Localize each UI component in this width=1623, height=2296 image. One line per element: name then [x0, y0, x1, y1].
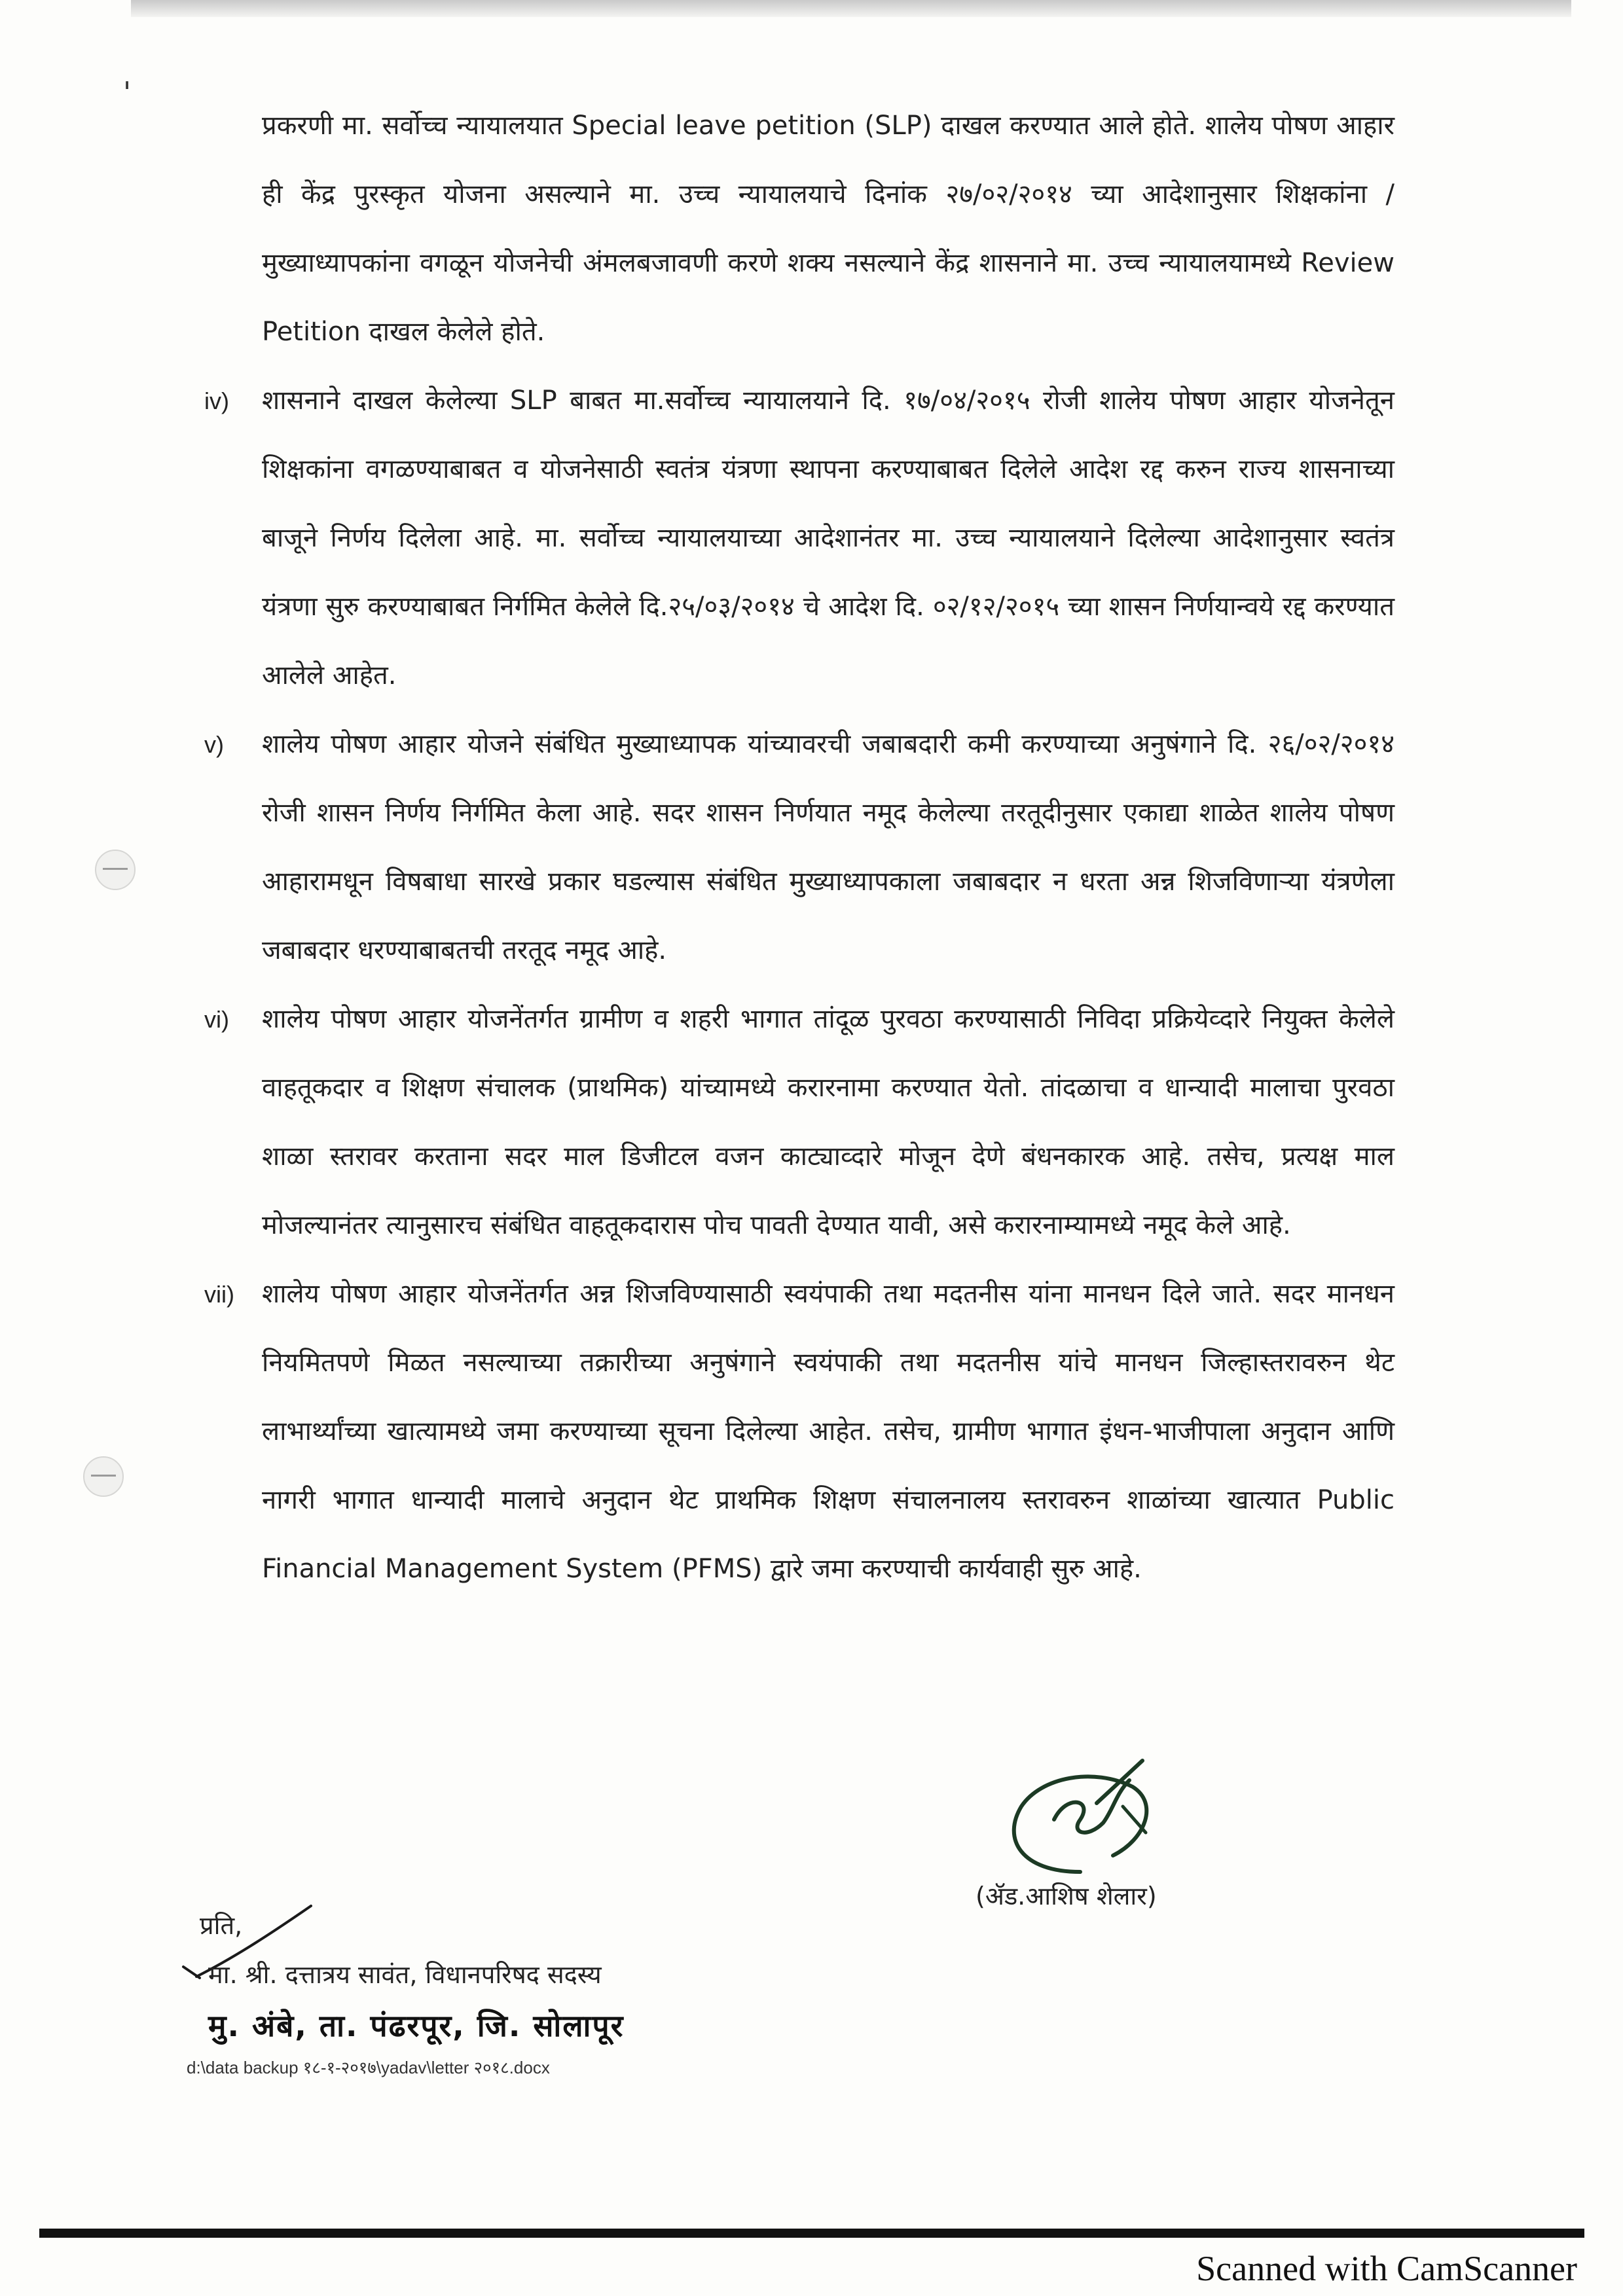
recipient-address: मु. अंबे, ता. पंढरपूर, जि. सोलापूर: [208, 2008, 625, 2043]
scan-top-edge: [131, 0, 1571, 17]
signer-name: (ॲड.आशिष शेलार): [976, 1882, 1157, 1910]
item-text: शालेय पोषण आहार योजने संबंधित मुख्याध्यापक यांच्यावरची जबाबदारी कमी करण्याच्या अनुषंगाने दि. २६/०२/२०१४ रोजी शासन निर्णय निर्गमित केला आहे. सदर शासन निर्णयात नमूद केलेल्या तरतूदीनुसार एकाद्या शाळेत शालेय पोषण आहारामधून विषबाधा सारखे प्रकार घडल्यास संबंधित मुख्याध्यापकाला जबाबदार न धरता अन्न शिजविणाऱ्या यंत्रणेला जबाबदार धरण्याबाबतची तरतूद नमूद आहे.: [262, 729, 1395, 965]
intro-paragraph: प्रकरणी मा. सर्वोच्च न्यायालयात Special leave petition (SLP) दाखल करण्यात आले होते. शालेय पोषण आहार ही केंद्र पुरस्कृत योजना असल्याने मा. उच्च न्यायालयाचे दिनांक २७/०२/२०१४ च्या आदेशानुसार शिक्षकांना / मुख्याध्यापकांना वगळून योजनेची अंमलबजावणी करणे शक्य नसल्याने केंद्र शासनाने मा. उच्च न्यायालयामध्ये Review Petition दाखल केलेले होते.: [262, 111, 1395, 347]
item-marker: vi): [204, 1006, 229, 1033]
scanner-watermark: Scanned with CamScanner: [1196, 2249, 1577, 2288]
item-text: शासनाने दाखल केलेल्या SLP बाबत मा.सर्वोच्च न्यायालयाने दि. १७/०४/२०१५ रोजी शालेय पोषण आहार योजनेतून शिक्षकांना वगळण्याबाबत व योजनेसाठी स्वतंत्र यंत्रणा स्थापना करण्याबाबत दिलेले आदेश रद्द करुन राज्य शासनाच्या बाजूने निर्णय दिलेला आहे. मा. सर्वोच्च न्यायालयाच्या आदेशानंतर मा. उच्च न्यायालयाने दिलेल्या आदेशानुसार स्वतंत्र यंत्रणा सुरु करण्याबाबत निर्गमित केलेले दि.२५/०३/२०१४ चे आदेश दि. ०२/१२/२०१५ च्या शासन निर्णयान्वये रद्द करण्यात आलेले आहेत.: [262, 386, 1395, 691]
item-marker: iv): [204, 387, 229, 414]
item-text: शालेय पोषण आहार योजनेंतर्गत अन्न शिजविण्यासाठी स्वयंपाकी तथा मदतनीस यांना मानधन दिले जाते. सदर मानधन नियमितपणे मिळत नसल्याच्या तक्रारीच्या अनुषंगाने स्वयंपाकी तथा मदतनीस यांचे मानधन जिल्हास्तरावरुन थेट लाभार्थ्यांच्या खात्यामध्ये जमा करण्याच्या सूचना दिलेल्या आहेत. तसेच, ग्रामीण भागात इंधन-भाजीपाला अनुदान आणि नागरी भागात धान्यादी मालाचे अनुदान थेट प्राथमिक शिक्षण संचालनालय स्तरावरुन शाळांच्या खात्यात Public Financial Management System (PFMS) द्वारे जमा करण्याची कार्यवाही सुरु आहे.: [262, 1279, 1395, 1584]
file-path: d:\data backup १८-१-२०१७\yadav\letter २०१८.docx: [187, 2058, 550, 2077]
signature-icon: [982, 1741, 1178, 1892]
punch-hole-icon: [95, 850, 136, 890]
letter-body: [204, 92, 1395, 1604]
list-item-vi: [204, 985, 1395, 1260]
list-item-v: [204, 710, 1395, 985]
list-item-vii: [204, 1260, 1395, 1604]
item-text: शालेय पोषण आहार योजनेंतर्गत ग्रामीण व शहरी भागात तांदूळ पुरवठा करण्यासाठी निविदा प्रक्रियेव्दारे नियुक्त केलेले वाहतूकदार व शिक्षण संचालक (प्राथमिक) यांच्यामध्ये करारनामा करण्यात येतो. तांदळाचा व धान्यादी मालाचा पुरवठा शाळा स्तरावर करताना सदर माल डिजीटल वजन काट्याव्दारे मोजून देणे बंधनकारक आहे. तसेच, प्रत्यक्ष माल मोजल्यानंतर त्यानुसारच संबंधित वाहतूकदारास पोच पावती देण्यात यावी, असे करारनाम्यामध्ये नमूद केले आहे.: [262, 1004, 1395, 1240]
punch-hole-icon: [83, 1456, 124, 1497]
item-marker: vii): [204, 1281, 234, 1308]
stray-mark: ': [123, 76, 132, 109]
bottom-rule: [39, 2229, 1584, 2238]
item-marker: v): [204, 731, 224, 758]
prati-label: प्रति,: [200, 1911, 243, 1940]
recipient-name: मा. श्री. दत्तात्रय सावंत, विधानपरिषद सदस्य: [208, 1960, 602, 1989]
list-item-iv: [204, 367, 1395, 710]
